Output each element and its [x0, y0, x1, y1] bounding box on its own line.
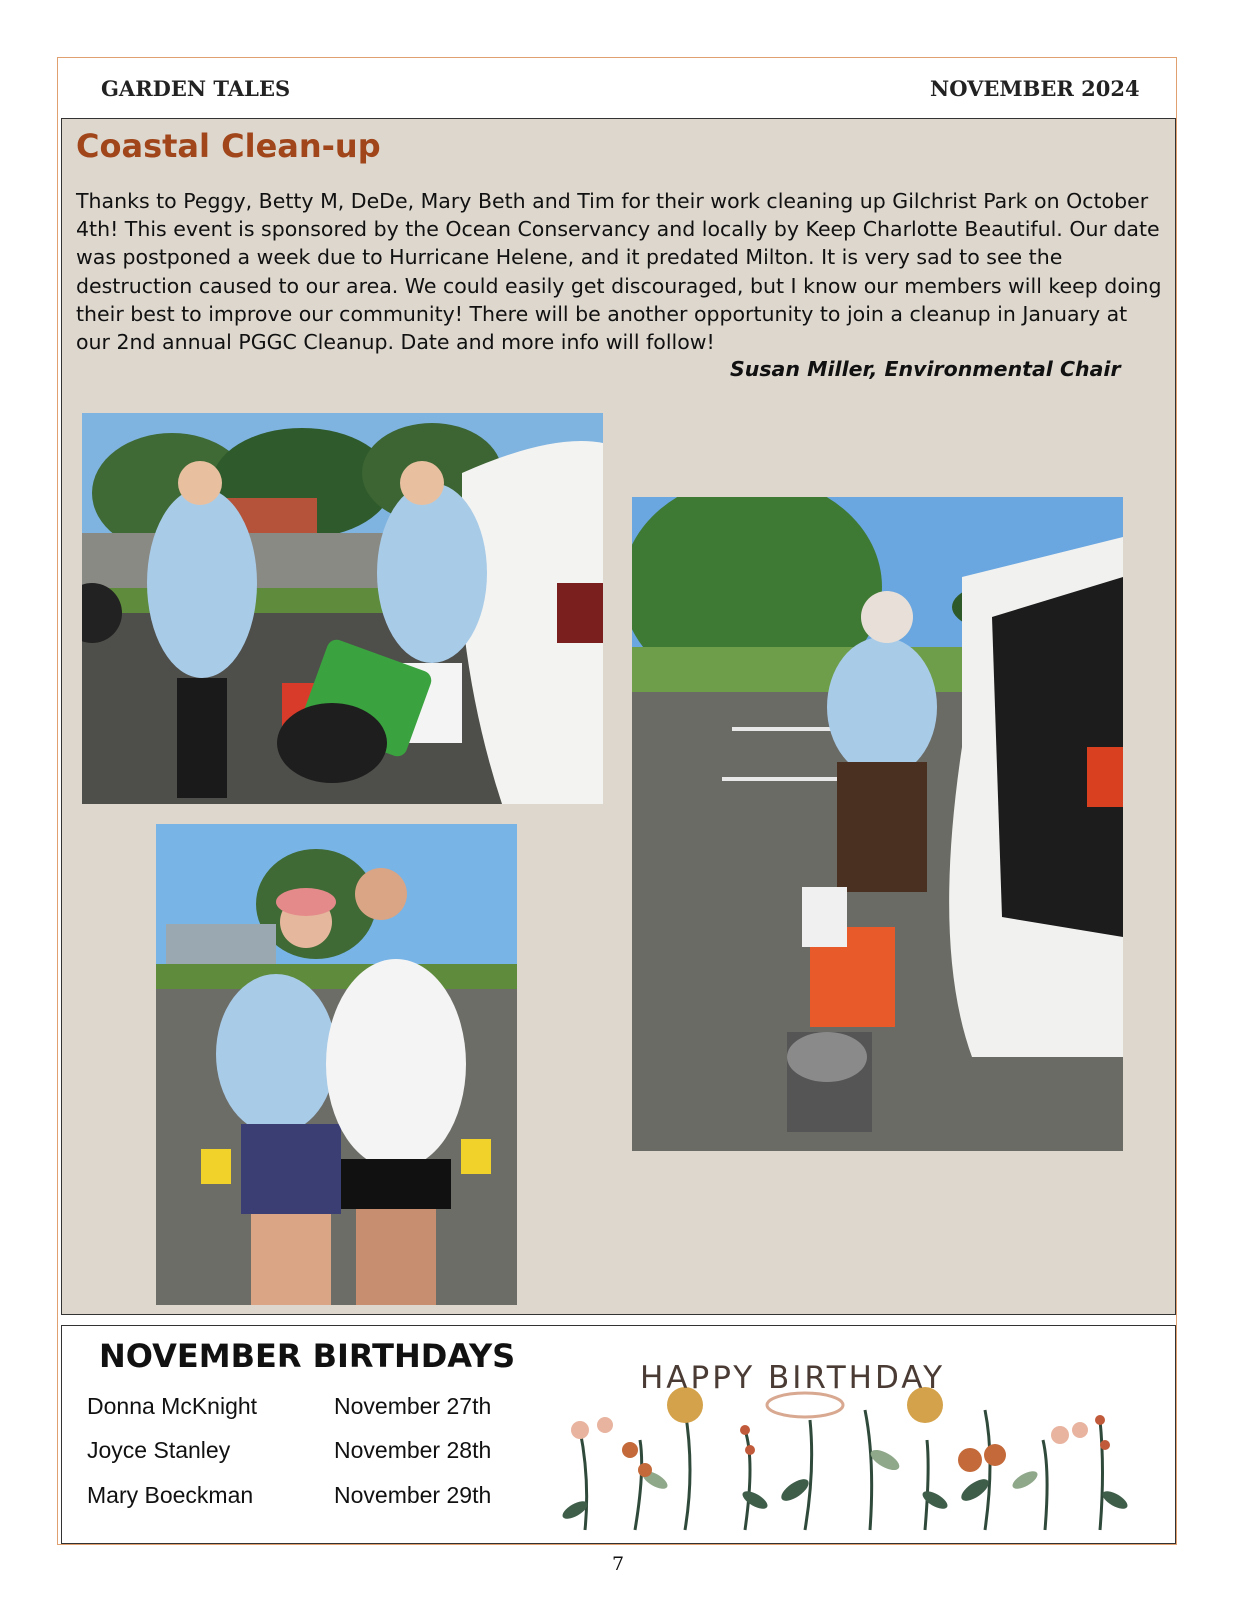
photo-volunteers-by-car	[82, 413, 603, 804]
photo-couple-with-gloves	[156, 824, 517, 1305]
page-number: 7	[611, 1553, 625, 1575]
birthday-name: Mary Boeckman	[87, 1482, 254, 1508]
photo-volunteer-with-buckets	[632, 497, 1123, 1151]
article-body	[76, 187, 1166, 356]
newsletter-title: GARDEN TALES	[101, 76, 291, 101]
happy-birthday-text: HAPPY BIRTHDAY	[640, 1360, 946, 1396]
birthday-date: November 28th	[334, 1437, 492, 1463]
birthdays-title: NOVEMBER BIRTHDAYS	[99, 1337, 516, 1375]
issue-date: NOVEMBER 2024	[930, 76, 1140, 101]
birthday-name: Donna McKnight	[87, 1393, 258, 1419]
birthday-date: November 27th	[334, 1393, 492, 1419]
article-title: Coastal Clean-up	[76, 127, 381, 165]
article-signature: Susan Miller, Environmental Chair	[730, 357, 1121, 381]
article-paragraph: Thanks to Peggy, Betty M, DeDe, Mary Beth and Tim for their work cleaning up Gilchrist Park on October 4th! This event is sponsored by the Ocean Conservancy and locally by Keep Charlotte Beautiful. Our date was postponed a week due to Hurricane Helene, and it predated Milton. It is very sad to see the destruction caused to our area. We could easily get discouraged, but I know our members will keep doing their best to improve our community! There will be another opportunity to join a cleanup in January at our 2nd annual PGGC Cleanup. Date and more info will follow!	[76, 189, 1162, 355]
birthday-name: Joyce Stanley	[87, 1437, 231, 1463]
birthday-date: November 29th	[334, 1482, 492, 1508]
